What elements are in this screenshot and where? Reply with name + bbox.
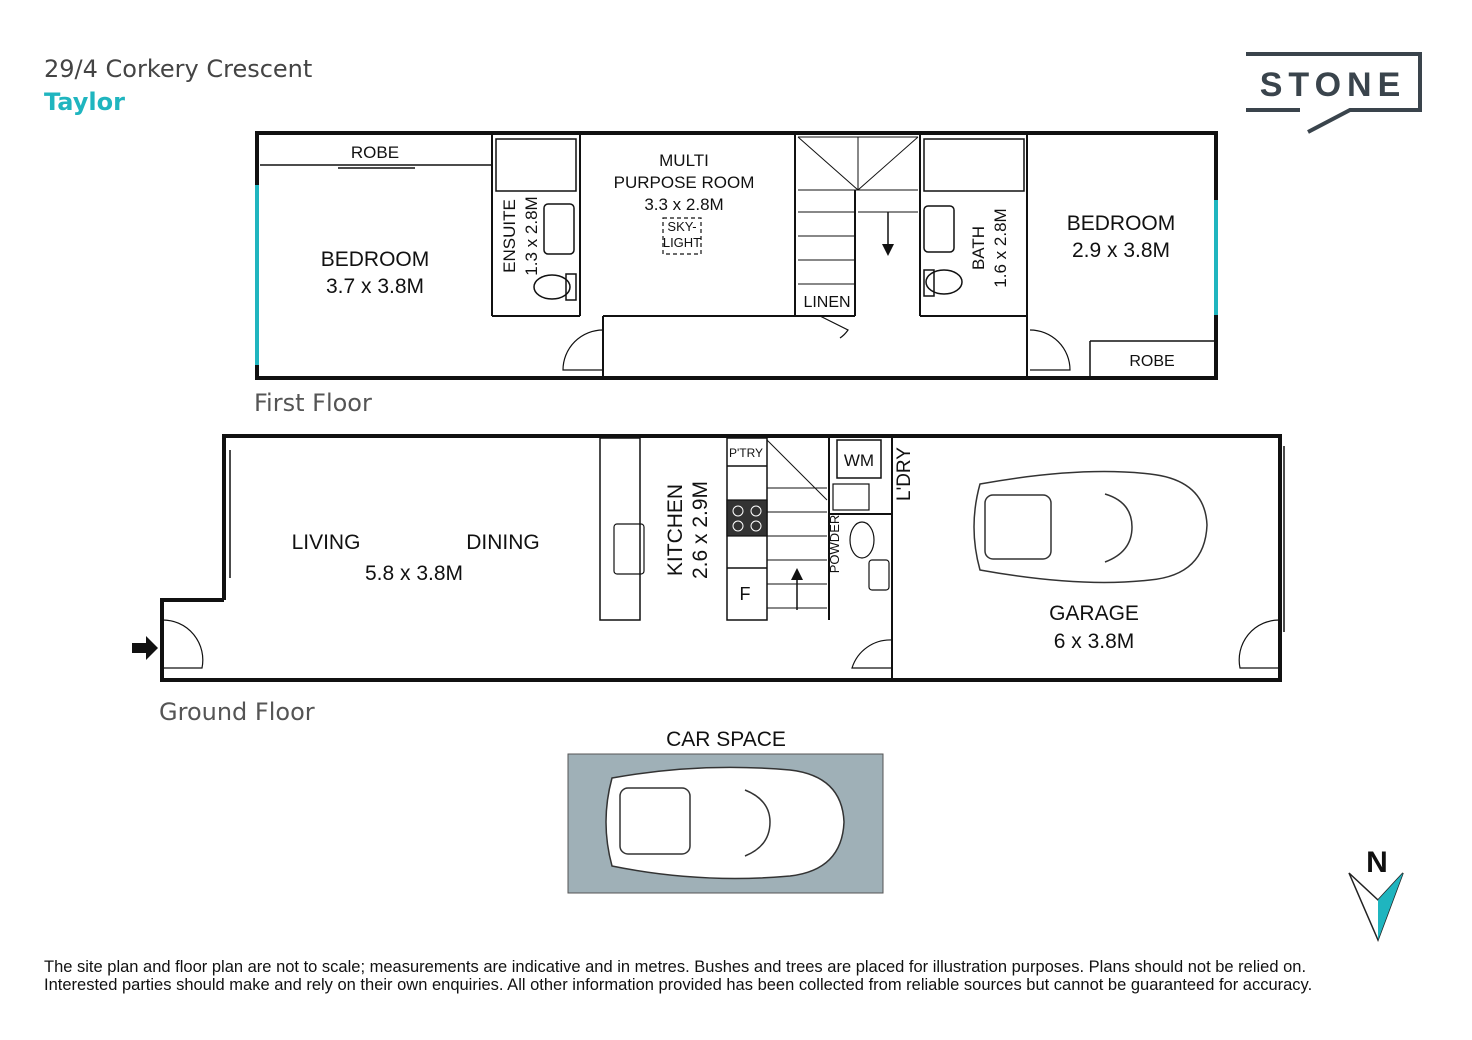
multi-purpose-size: 3.3 x 2.8M: [644, 195, 724, 214]
ensuite-size: 1.3 x 2.8M: [522, 196, 541, 276]
garage-size: 6 x 3.8M: [1053, 630, 1135, 653]
powder-label: POWDER: [827, 514, 842, 574]
garage-label: GARAGE: [1049, 602, 1139, 625]
laundry-label: L'DRY: [894, 447, 915, 501]
bedroom1-size: 3.7 x 3.8M: [325, 275, 425, 298]
car-space-car-icon: [606, 767, 844, 878]
property-suburb: Taylor: [44, 88, 125, 116]
bedroom2-label: BEDROOM: [1066, 212, 1176, 235]
skylight-label-1: SKY-: [667, 219, 697, 234]
skylight-label-2: LIGHT: [662, 235, 702, 250]
disclaimer: [44, 958, 1444, 994]
multi-purpose-label-1: MULTI: [659, 151, 709, 170]
bath-size: 1.6 x 2.8M: [991, 208, 1010, 288]
ground-floor-label: Ground Floor: [159, 698, 315, 726]
living-label: LIVING: [291, 531, 361, 554]
pantry-label: P'TRY: [728, 446, 764, 460]
bedroom2-size: 2.9 x 3.8M: [1071, 239, 1171, 262]
property-address: 29/4 Corkery Crescent: [44, 55, 313, 83]
first-floor-label: First Floor: [254, 389, 372, 417]
north-compass-icon: [1349, 846, 1403, 940]
garage-car-icon: [974, 472, 1207, 583]
kitchen-label: KITCHEN: [664, 483, 687, 577]
washing-machine-label: WM: [843, 451, 875, 470]
bath-label: BATH: [969, 225, 988, 271]
robe-left-label: ROBE: [350, 143, 400, 162]
robe-right-label: ROBE: [1129, 353, 1175, 370]
compass-north-label: N: [1366, 846, 1388, 879]
logo-text: STONE: [1259, 66, 1407, 104]
multi-purpose-label-2: PURPOSE ROOM: [613, 173, 755, 192]
disclaimer-line-2: Interested parties should make and rely on their own enquiries. All other information provided has been collected from reliable sources but cannot be guaranteed for accuracy.: [44, 976, 1313, 994]
dining-label: DINING: [466, 531, 540, 554]
linen-label: LINEN: [803, 294, 851, 311]
bedroom1-label: BEDROOM: [320, 248, 430, 271]
disclaimer-line-1: The site plan and floor plan are not to scale; measurements are indicative and in metres. Bushes and trees are placed for illustration purposes. Plans should not be relied on.: [44, 958, 1307, 976]
car-space-label: CAR SPACE: [666, 728, 786, 751]
living-size: 5.8 x 3.8M: [364, 562, 464, 585]
fridge-label: F: [739, 584, 751, 604]
ensuite-label: ENSUITE: [500, 199, 519, 273]
kitchen-size: 2.6 x 2.9M: [689, 480, 712, 580]
